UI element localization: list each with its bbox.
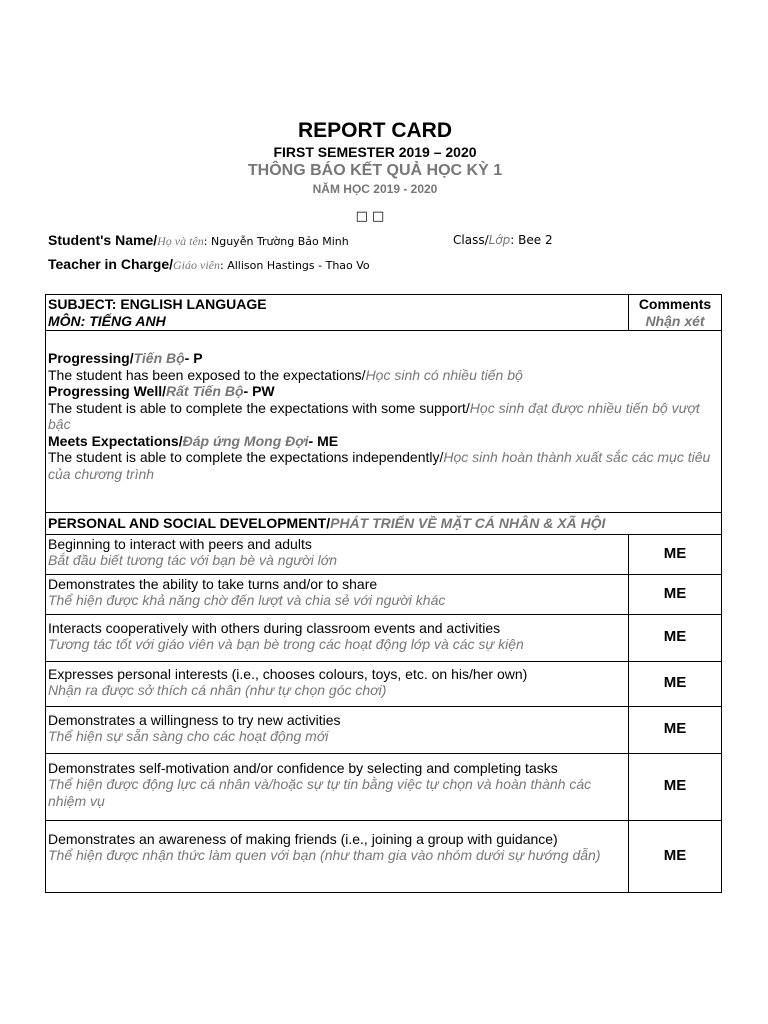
class-line bbox=[453, 233, 553, 247]
subject-cell bbox=[46, 295, 629, 331]
criterion-en: Demonstrates a willingness to try new activities bbox=[48, 711, 341, 728]
table-row bbox=[46, 661, 722, 706]
criterion-vn: Bắt đầu biết tương tác với bạn bè và người lớn bbox=[48, 552, 337, 568]
class-value: : Bee 2 bbox=[510, 233, 553, 247]
legend-desc bbox=[48, 367, 719, 384]
legend-item bbox=[48, 383, 719, 400]
legend-label: Progressing Well/ bbox=[48, 383, 166, 399]
legend-desc-en: The student has been exposed to the expectations/ bbox=[48, 366, 366, 383]
report-title: REPORT CARD bbox=[297, 119, 452, 142]
criterion-vn: Thể hiện được động lực cá nhân và/hoặc sự tự tin bằng việc tự chọn và hoàn thành các nhiệm vụ bbox=[48, 776, 592, 809]
class-vn-label: Lớp bbox=[488, 233, 511, 247]
legend-label: Meets Expectations/ bbox=[48, 432, 183, 449]
table-row bbox=[46, 614, 722, 661]
table-row bbox=[46, 574, 722, 614]
section-header bbox=[46, 513, 722, 535]
student-name-label: Student's Name/ bbox=[48, 232, 158, 248]
criterion-cell bbox=[46, 534, 629, 574]
legend-desc-vn: Học sinh hoàn thành xuất sắc các mục tiêu của chương trình bbox=[48, 449, 711, 482]
teacher-vn-label: Giáo viên bbox=[173, 258, 221, 272]
subject-title: SUBJECT: ENGLISH LANGUAGE bbox=[48, 296, 267, 312]
grade-cell: ME bbox=[629, 534, 722, 574]
table-row bbox=[46, 753, 722, 820]
criterion-en: Beginning to interact with peers and adults bbox=[48, 535, 312, 552]
criterion-en: Demonstrates an awareness of making friends (i.e., joining a group with guidance) bbox=[48, 830, 558, 847]
table-header-row bbox=[46, 295, 722, 331]
teacher-value: : Allison Hastings - Thao Vo bbox=[220, 259, 370, 272]
comments-vn-label: Nhận xét bbox=[645, 312, 705, 329]
criterion-en: Interacts cooperatively with others during classroom events and activities bbox=[48, 619, 501, 636]
legend-desc bbox=[48, 449, 719, 482]
criterion-cell bbox=[46, 661, 629, 706]
legend-item bbox=[48, 350, 719, 367]
legend-desc-en: The student is able to complete the expectations with some support/ bbox=[48, 399, 470, 416]
vn-school-year: NĂM HỌC 2019 - 2020 bbox=[312, 182, 438, 196]
legend-cell bbox=[46, 331, 722, 513]
legend-desc bbox=[48, 400, 719, 433]
comments-header bbox=[629, 295, 722, 331]
student-name-line bbox=[48, 232, 349, 249]
criterion-en: Demonstrates the ability to take turns and/or to share bbox=[48, 575, 378, 592]
criterion-vn: Thể hiện được nhận thức làm quen với bạn (như tham gia vào nhóm dưới sự hướng dẫn) bbox=[48, 847, 601, 863]
legend-code: - PW bbox=[243, 383, 275, 399]
table-row bbox=[46, 706, 722, 753]
grade-cell: ME bbox=[629, 753, 722, 820]
placeholder-boxes: □ □ bbox=[355, 209, 385, 224]
criterion-cell bbox=[46, 574, 629, 614]
report-table bbox=[45, 294, 722, 893]
teacher-line bbox=[48, 256, 370, 273]
subject-vn-title: MÔN: TIẾNG ANH bbox=[48, 312, 166, 329]
grade-cell: ME bbox=[629, 614, 722, 661]
criterion-cell bbox=[46, 706, 629, 753]
section-title: PERSONAL AND SOCIAL DEVELOPMENT/ bbox=[48, 515, 331, 531]
criterion-cell bbox=[46, 753, 629, 820]
grade-cell: ME bbox=[629, 820, 722, 892]
legend-desc-vn: Học sinh đạt được nhiều tiến bộ vượt bậc bbox=[48, 399, 700, 432]
legend-desc-vn: Học sinh có nhiều tiến bộ bbox=[365, 366, 523, 383]
semester-title: FIRST SEMESTER 2019 – 2020 bbox=[273, 144, 477, 160]
grade-cell: ME bbox=[629, 574, 722, 614]
legend-desc-en: The student is able to complete the expectations independently/ bbox=[48, 449, 444, 465]
title-block bbox=[0, 118, 750, 197]
comments-label: Comments bbox=[638, 296, 712, 312]
teacher-label: Teacher in Charge/ bbox=[48, 256, 174, 272]
legend-vn: Đáp ứng Mong Đợi bbox=[182, 432, 309, 449]
table-row bbox=[46, 820, 722, 892]
legend-code: - ME bbox=[308, 432, 339, 449]
legend-label: Progressing/ bbox=[48, 350, 134, 366]
student-name-value: : Nguyễn Trường Bảo Minh bbox=[203, 235, 349, 248]
criterion-vn: Nhận ra được sở thích cá nhân (như tự chọn góc chơi) bbox=[48, 682, 387, 698]
legend-code: - P bbox=[184, 350, 203, 366]
grade-cell: ME bbox=[629, 706, 722, 753]
criterion-vn: Thể hiện sự sẵn sàng cho các hoạt động mới bbox=[48, 728, 329, 744]
criterion-vn: Tương tác tốt với giáo viên và bạn bè trong các hoạt động lớp và các sự kiện bbox=[48, 636, 524, 652]
table-row bbox=[46, 534, 722, 574]
criterion-cell bbox=[46, 820, 629, 892]
class-label: Class/ bbox=[453, 233, 489, 247]
section-vn-title: PHÁT TRIỂN VỀ MẶT CÁ NHÂN & XÃ HỘI bbox=[330, 515, 606, 531]
legend-vn: Rất Tiến Bộ bbox=[166, 383, 244, 399]
criterion-en: Expresses personal interests (i.e., chooses colours, toys, etc. on his/her own) bbox=[48, 665, 528, 682]
grade-cell: ME bbox=[629, 661, 722, 706]
criterion-cell bbox=[46, 614, 629, 661]
criterion-vn: Thể hiện được khả năng chờ đến lượt và chia sẻ với người khác bbox=[48, 592, 446, 608]
legend-vn: Tiến Bộ bbox=[133, 350, 185, 366]
legend-row bbox=[46, 331, 722, 513]
legend-item bbox=[48, 433, 719, 450]
vn-title: THÔNG BÁO KẾT QUẢ HỌC KỲ 1 bbox=[247, 162, 503, 179]
student-name-vn-label: Họ và tên bbox=[157, 234, 204, 248]
criterion-en: Demonstrates self-motivation and/or confidence by selecting and completing tasks bbox=[48, 759, 558, 776]
section-header-row bbox=[46, 513, 722, 535]
